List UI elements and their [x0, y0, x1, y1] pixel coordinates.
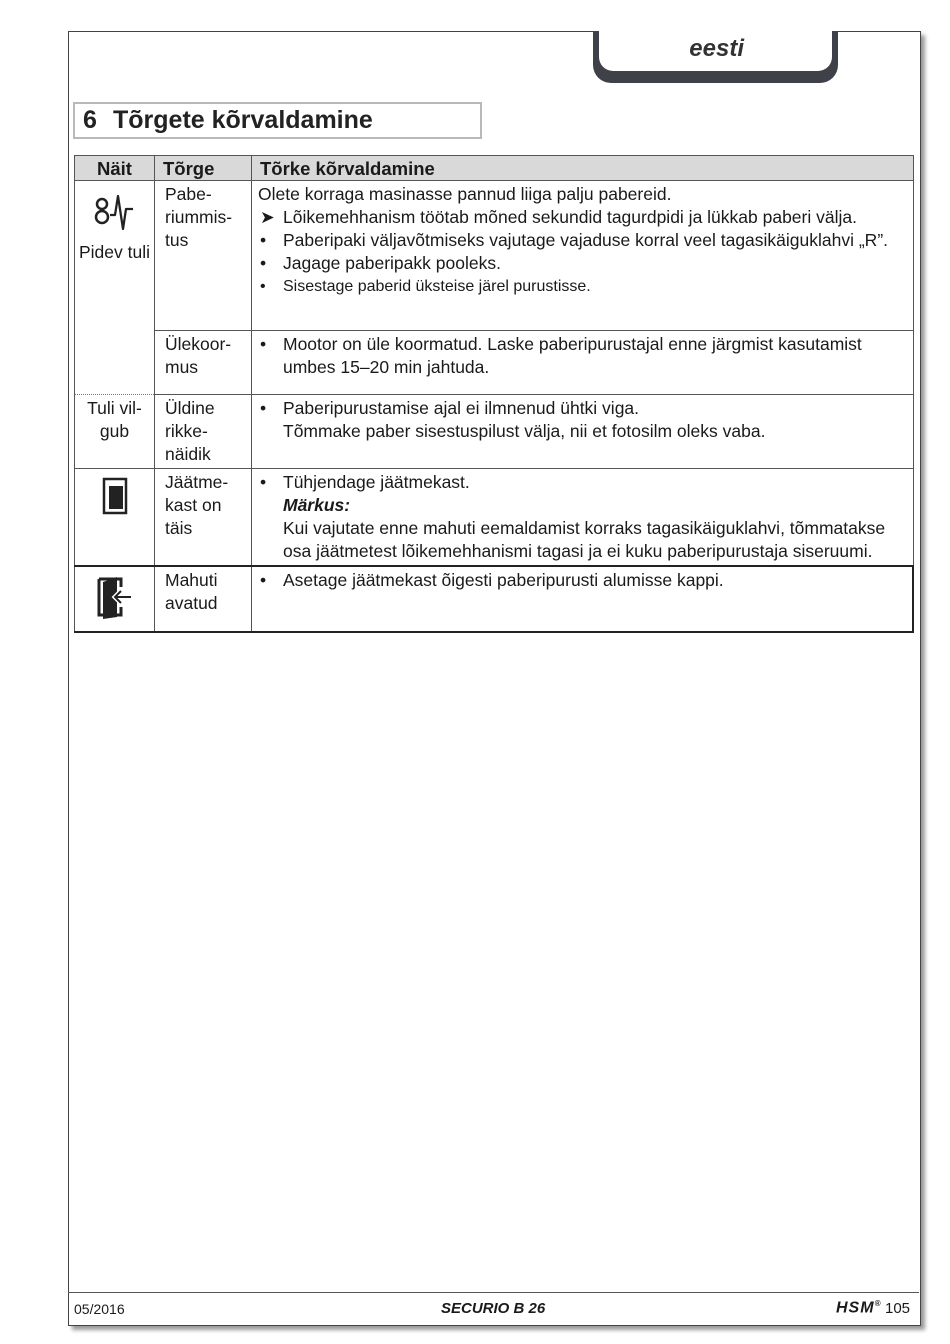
section-number: 6: [83, 106, 97, 134]
remedy-text: Paberipurustamise ajal ei ilmnenud ühtki viga.: [283, 398, 640, 418]
indicator-label: Tuli vil- gub: [75, 395, 155, 469]
remedy-cell: [252, 331, 914, 395]
footer-date: 05/2016: [74, 1301, 125, 1317]
bullet-marker: •: [260, 278, 266, 295]
footer-rule: [68, 1292, 919, 1293]
remedy-item: [258, 397, 899, 420]
remedy-text: Lõikemehhanism töötab mõned sekundid tagurdpidi ja lükkab paberi välja.: [283, 207, 857, 227]
fault-label: Ülekoor- mus: [155, 331, 252, 395]
language-label: eesti: [599, 31, 832, 71]
troubleshooting-table: [74, 155, 914, 633]
note-label: Märkus:: [283, 495, 351, 515]
indicator-cell: [75, 469, 155, 567]
bullet-marker: •: [260, 230, 267, 250]
fault-label: Pabe- riummis- tus: [155, 181, 252, 331]
remedy-text: Tühjendage jäätmekast.: [283, 472, 470, 492]
remedy-cell: [252, 395, 914, 469]
remedy-cell: [252, 181, 914, 331]
table-header-row: [75, 156, 914, 181]
indicator-cell: [75, 566, 155, 632]
remedy-item: [258, 206, 899, 229]
remedy-text: Tõmmake paber sisestuspilust välja, nii et fotosilm oleks vaba.: [283, 421, 766, 441]
arrow-marker: ➤: [260, 207, 275, 227]
remedy-extra: [258, 420, 899, 443]
language-tab: [593, 31, 838, 83]
remedy-cell: [252, 469, 914, 567]
remedy-text: Paberipaki väljavõtmiseks vajutage vajaduse korral veel tagasikäiguklahvi „R”.: [283, 230, 889, 250]
remedy-text: Asetage jäätmekast õigesti paberipurusti alumisse kappi.: [283, 570, 724, 590]
table-row: [75, 469, 914, 567]
col-header-fault: Tõrge: [155, 156, 252, 181]
paper-jam-icon: [93, 191, 137, 235]
remedy-item: [258, 333, 899, 379]
waste-bin-full-icon: [102, 477, 128, 515]
note-block: [258, 517, 899, 563]
col-header-remedy: Tõrke kõrvaldamine: [252, 156, 914, 181]
remedy-item: [258, 252, 899, 275]
remedy-item: [258, 275, 899, 298]
door-open-icon: [95, 573, 135, 621]
col-header-indicator: Näit: [75, 156, 155, 181]
section-heading: [73, 102, 482, 139]
bullet-marker: •: [260, 398, 267, 418]
footer-model: SECURIO B 26: [441, 1300, 546, 1317]
fault-label: Jäätme- kast on täis: [155, 469, 252, 567]
note-block: [258, 494, 899, 517]
table-row: [75, 181, 914, 331]
page-number: 105: [885, 1300, 911, 1317]
table-row: [75, 331, 914, 395]
fault-label: Mahuti avatud: [155, 566, 252, 632]
table-row: [75, 395, 914, 469]
table-row: [75, 566, 914, 632]
indicator-cell: [75, 181, 155, 395]
remedy-text: Sisestage paberid üksteise järel purustisse.: [283, 278, 591, 295]
brand-mark: ®: [874, 1299, 882, 1308]
indicator-label: Pidev tuli: [78, 242, 150, 262]
brand-name: HSM: [836, 1299, 875, 1317]
remedy-text: Mootor on üle koormatud. Laske paberipurustajal enne järgmist kasutamist umbes 15–20 min jahtuda.: [283, 334, 862, 378]
section-title: Tõrgete kõrvaldamine: [113, 106, 373, 134]
note-text: Kui vajutate enne mahuti eemaldamist korraks tagasikäiguklahvi, tõmmatakse osa jäätmetest lõikemehhanismi tagasi ja ei kuku paberipurustaja siseruumi.: [283, 518, 886, 561]
brand-logo: [836, 1299, 881, 1317]
remedy-item: [258, 471, 899, 494]
bullet-marker: •: [260, 334, 267, 355]
remedy-cell: [252, 566, 914, 632]
remedy-intro: Olete korraga masinasse pannud liiga palju pabereid.: [258, 184, 672, 204]
remedy-item: [258, 569, 898, 592]
remedy-item: [258, 229, 899, 252]
bullet-marker: •: [260, 472, 267, 492]
bullet-marker: •: [260, 570, 267, 590]
fault-label: Üldine rikke- näidik: [155, 395, 252, 469]
remedy-text: Jagage paberipakk pooleks.: [283, 253, 501, 273]
bullet-marker: •: [260, 253, 267, 273]
